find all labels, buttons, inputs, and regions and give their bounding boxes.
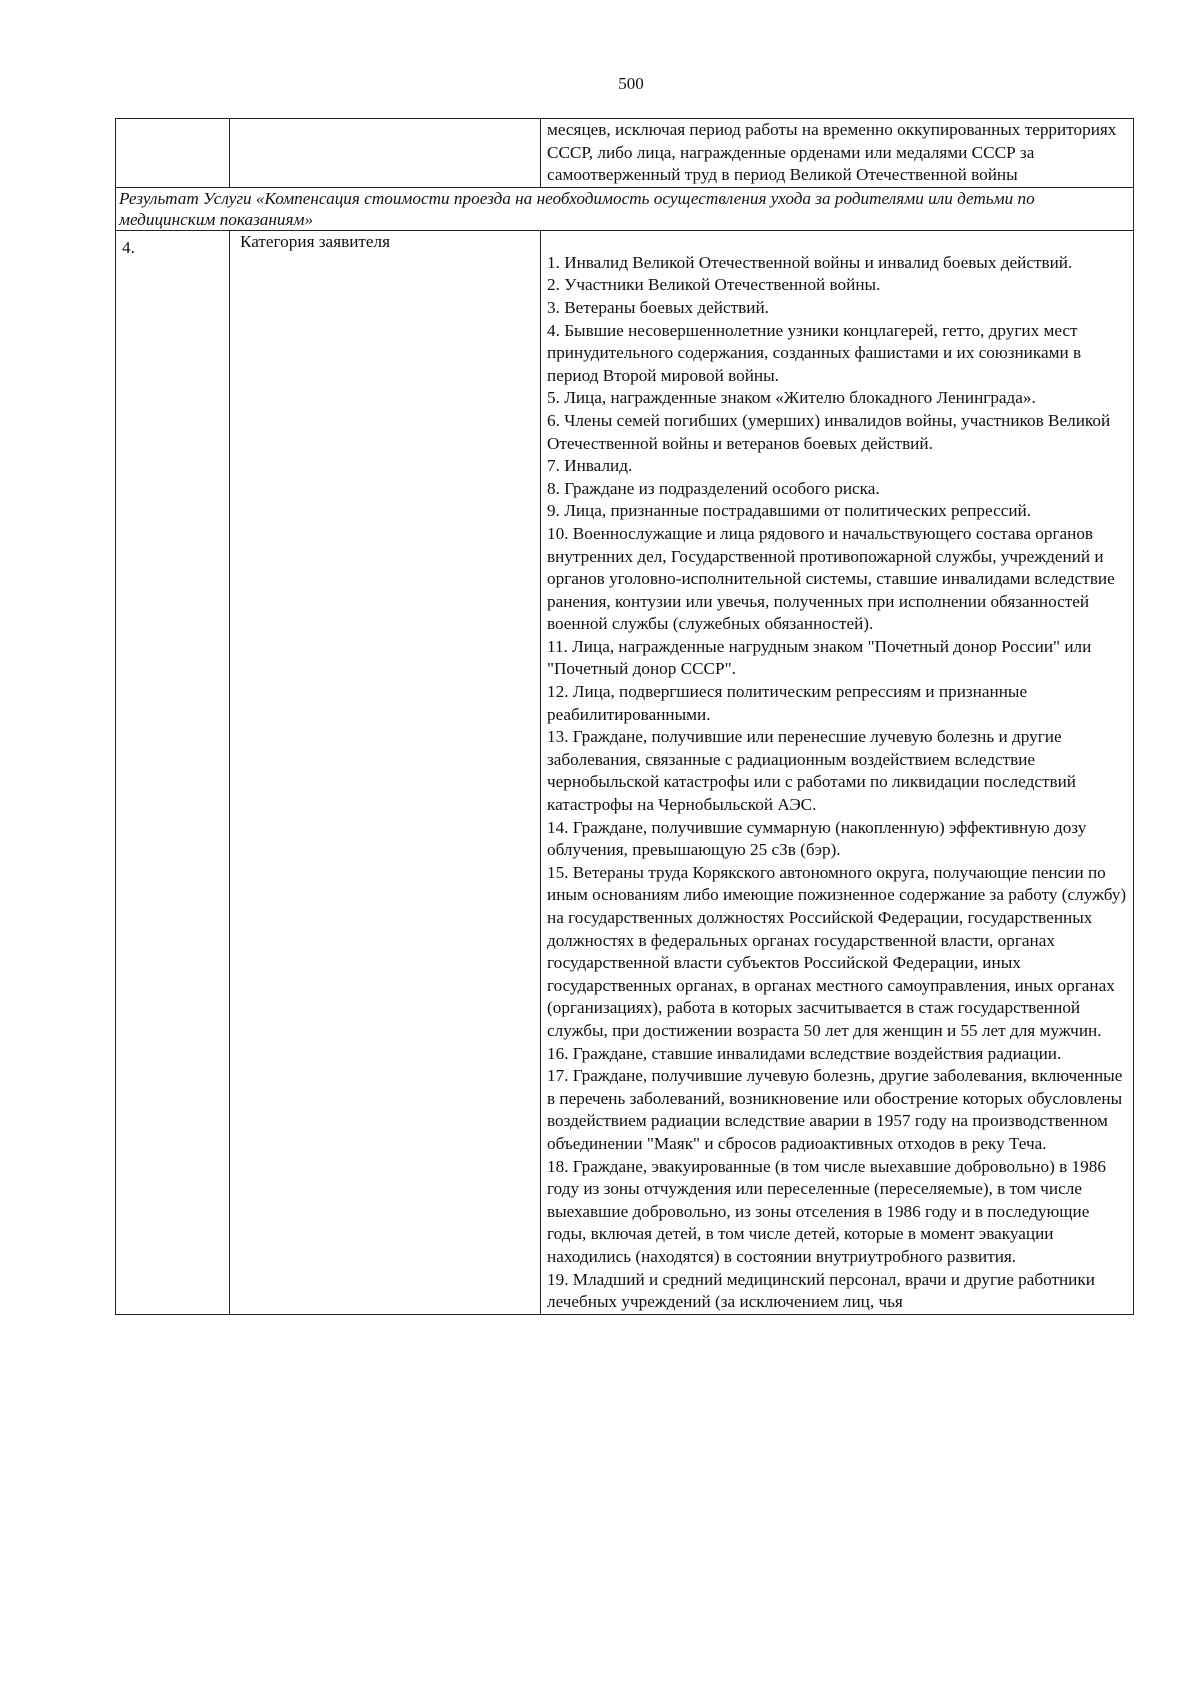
continuation-text: месяцев, исключая период работы на временно оккупированных территориях СССР, либо лица, награжденные орденами или медалями СССР за самоотверженный труд в период Великой Отечественной войны <box>541 119 1134 188</box>
services-table <box>115 118 1134 1315</box>
list-item: 18. Граждане, эвакуированные (в том числе выехавшие добровольно) в 1986 году из зоны отчуждения или переселенные (переселяемые), в том числе выехавшие добровольно, из зоны отселения в 1986 году и в последующие годы, включая детей, в том числе детей, которые в момент эвакуации находились (находятся) в состоянии внутриутробного развития. <box>547 1156 1106 1266</box>
continuation-empty-cell-1 <box>116 119 230 188</box>
list-item: 11. Лица, награжденные нагрудным знаком "Почетный донор России" или "Почетный донор СССР". <box>547 636 1092 679</box>
list-item: 4. Бывшие несовершеннолетние узники концлагерей, гетто, других мест принудительного содержания, созданных фашистами и их союзниками в период Второй мировой войны. <box>547 320 1082 385</box>
list-item: 14. Граждане, получившие суммарную (накопленную) эффективную дозу облучения, превышающую 25 сЗв (бэр). <box>547 817 1087 860</box>
list-item: 9. Лица, признанные пострадавшими от политических репрессий. <box>547 501 1032 521</box>
section-caption: Результат Услуги «Компенсация стоимости проезда на необходимость осуществления ухода за родителями или детьми по медицинским показаниям» <box>116 187 1134 230</box>
list-item: 2. Участники Великой Отечественной войны. <box>547 275 881 295</box>
list-item: 3. Ветераны боевых действий. <box>547 297 769 317</box>
continuation-row <box>116 119 1134 188</box>
row-label: Категория заявителя <box>230 230 541 1314</box>
list-item: 13. Граждане, получившие или перенесшие лучевую болезнь и другие заболевания, связанные с радиационным воздействием вследствие чернобыльской катастрофы или с работами по ликвидации последствий катастрофы на Чернобыльской АЭС. <box>547 727 1076 815</box>
continuation-empty-cell-2 <box>230 119 541 188</box>
list-item: 1. Инвалид Великой Отечественной войны и инвалид боевых действий. <box>547 252 1073 272</box>
list-item: 16. Граждане, ставшие инвалидами вследствие воздействия радиации. <box>547 1043 1062 1063</box>
categories-cell <box>541 230 1134 1314</box>
list-item: 19. Младший и средний медицинский персонал, врачи и другие работники лечебных учреждений (за исключением лиц, чья <box>547 1269 1095 1312</box>
list-item: 12. Лица, подвергшиеся политическим репрессиям и признанные реабилитированными. <box>547 682 1028 724</box>
list-item: 15. Ветераны труда Корякского автономного округа, получающие пенсии по иным основаниям либо имеющие пожизненное содержание за работу (службу) на государственных должностях Российской Федерации, государственных должностях в федеральных органах государственной власти, органах государственной власти субъектов Российской Федерации, иных государственных органах, в органах местного самоуправления, иных органах (организациях), работа в которых засчитывается в стаж государственной службы, при достижении возраста 50 лет для женщин и 55 лет для мужчин. <box>547 862 1127 1040</box>
list-item: 17. Граждане, получившие лучевую болезнь, другие заболевания, включенные в перечень заболеваний, возникновение или обострение которых обусловлены воздействием радиации вследствие аварии в 1957 году на производственном объединении "Маяк" и сбросов радиоактивных отходов в реку Теча. <box>547 1066 1123 1153</box>
page-number: 500 <box>618 74 644 93</box>
list-item: 8. Граждане из подразделений особого риска. <box>547 478 880 498</box>
row-number: 4. <box>116 230 230 1314</box>
list-item: 6. Члены семей погибших (умерших) инвалидов войны, участников Великой Отечественной войны и ветеранов боевых действий. <box>547 410 1111 453</box>
section-caption-row <box>116 187 1134 230</box>
list-item: 7. Инвалид. <box>547 456 633 476</box>
list-item: 10. Военнослужащие и лица рядового и начальствующего состава органов внутренних дел, Государственной противопожарной службы, учреждений и органов уголовно-исполнительной системы, ставшие инвалидами вследствие ранения, контузии или увечья, полученных при исполнении обязанностей военной службы (служебных обязанностей). <box>547 523 1115 634</box>
list-item: 5. Лица, награжденные знаком «Жителю блокадного Ленинграда». <box>547 388 1036 408</box>
categories-list <box>547 252 1128 1314</box>
table-row-4 <box>116 230 1134 1314</box>
